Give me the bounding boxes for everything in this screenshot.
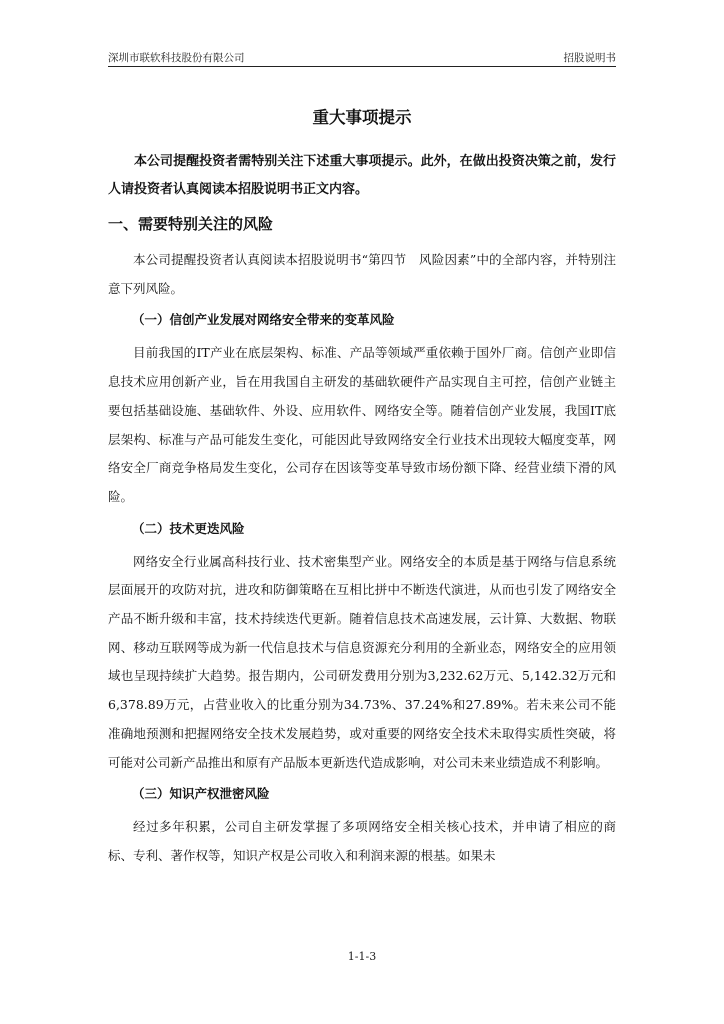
risk-heading-technology: （二）技术更迭风险 (132, 520, 245, 536)
page-header (108, 50, 616, 67)
document-body (108, 148, 616, 871)
header-document-type: 招股说明书 (563, 52, 616, 64)
page-number: 1-1-3 (347, 950, 377, 963)
section-heading-risks: 一、需要特别关注的风险 (108, 215, 274, 233)
page-title: 重大事项提示 (312, 108, 412, 127)
risk-paragraph-ip-leak: 经过多年积累，公司自主研发掌握了多项网络安全相关核心技术，并申请了相应的商标、专利、著作权等，知识产权是公司收入和利润来源的根基。如果未 (108, 819, 616, 863)
risk-paragraph-technology: 网络安全行业属高科技行业、技术密集型产业。网络安全的本质是基于网络与信息系统层面展开的攻防对抗，进攻和防御策略在互相比拼中不断迭代演进，从而也引发了网络安全产品不断升级和丰富，技术持续迭代更新。随着信息技术高速发展，云计算、大数据、物联网、移动互联网等成为新一代信息技术与信息资源充分利用的全新业态，网络安全的应用领域也呈现持续扩大趋势。报告期内，公司研发费用分别为3,232.62万元、5,142.32万元和6,378.89万元，占营业收入的比重分别为34.73%、37.24%和27.89%。若未来公司不能准确地预测和把握网络安全技术发展趋势，或对重要的网络安全技术未取得实质性突破，将可能对公司新产品推出和原有产品版本更新迭代造成影响，对公司未来业绩造成不利影响。 (108, 553, 616, 770)
section-intro-paragraph: 本公司提醒投资者认真阅读本招股说明书“第四节 风险因素”中的全部内容，并特别注意下列风险。 (108, 252, 616, 296)
risk-paragraph-xinchuang: 目前我国的IT产业在底层架构、标准、产品等领域严重依赖于国外厂商。信创产业即信息技术应用创新产业，旨在用我国自主研发的基础软硬件产品实现自主可控，信创产业链主要包括基础设施、基础软件、外设、应用软件、网络安全等。随着信创产业发展，我国IT底层架构、标准与产品可能发生变化，可能因此导致网络安全行业技术出现较大幅度变革，网络安全厂商竞争格局发生变化，公司存在因该等变革导致市场份额下降、经营业绩下滑的风险。 (108, 345, 616, 504)
risk-heading-xinchuang: （一）信创产业发展对网络安全带来的变革风险 (132, 312, 395, 328)
header-company-name: 深圳市联软科技股份有限公司 (108, 52, 245, 64)
important-notice-intro: 本公司提醒投资者需特别关注下述重大事项提示。此外，在做出投资决策之前，发行人请投资者认真阅读本招股说明书正文内容。 (108, 154, 616, 197)
risk-heading-ip-leak: （三）知识产权泄密风险 (132, 786, 270, 802)
